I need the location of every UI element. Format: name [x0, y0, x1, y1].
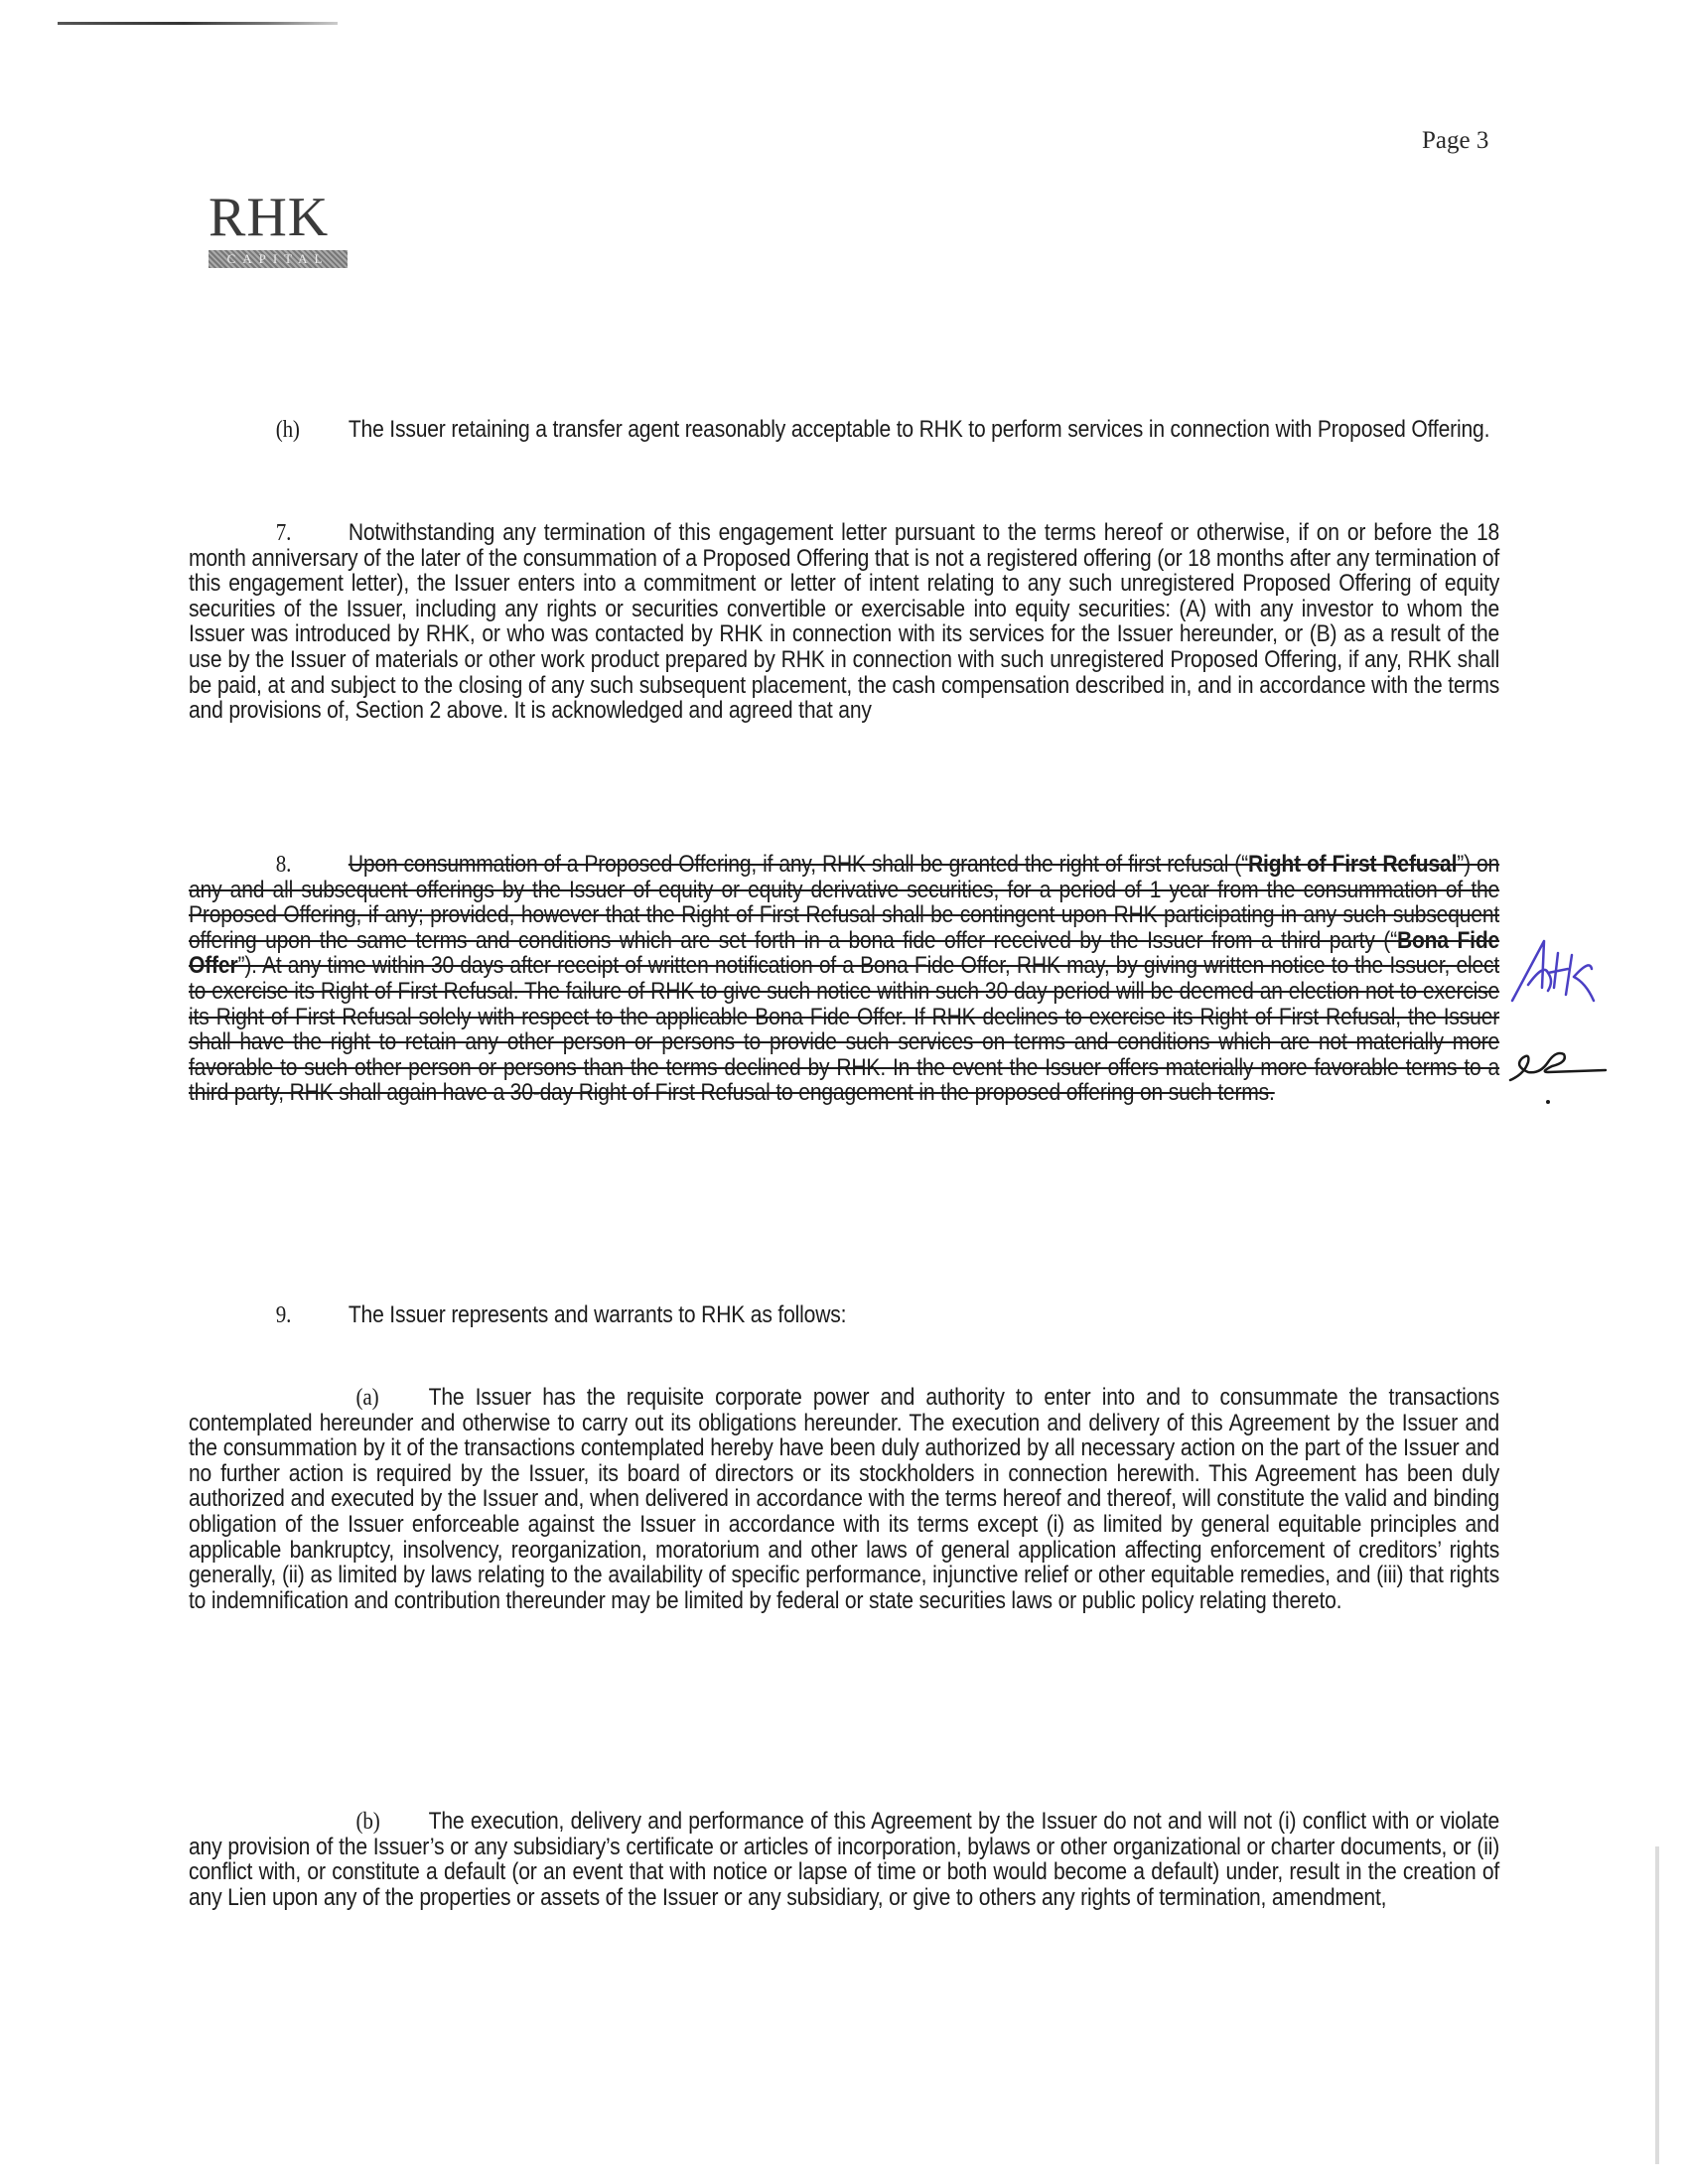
scan-edge-shadow	[1655, 1846, 1659, 2164]
section-8-marker: 8.	[275, 851, 292, 878]
section-9-text	[189, 1302, 1499, 1328]
section-7-text	[189, 520, 1499, 724]
defined-term-right-of-first-refusal: Right of First Refusal	[1247, 851, 1458, 878]
section-9-body: The Issuer represents and warrants to RHK as follows:	[348, 1301, 847, 1328]
section-8-deleted	[189, 852, 1499, 1106]
page-number: Page 3	[1422, 127, 1489, 154]
clause-h-marker: (h)	[275, 416, 300, 443]
logo-subtext: CAPITAL	[209, 250, 348, 268]
handwritten-initials	[1504, 933, 1623, 1132]
clause-h-text	[189, 417, 1587, 443]
section-8-part-3: ”). At any time within 30 days after receipt of written notification of a Bona Fide Offer, RHK may, by giving written notice to the Issuer, elect to exercise its Right of First Refusal. The failure of RHK to give such notice within such 30 day period will be deemed an election not to exercise its Right of First Refusal solely with respect to the applicable Bona Fide Offer. If RHK declines to exercise its Right of First Refusal, the Issuer shall have the right to retain any other person or persons to provide such services on terms and conditions which are not materially more favorable to such other person or persons than the terms declined by RHK. In the event the Issuer offers materially more favorable terms to a third party, RHK shall again have a 30-day Right of First Refusal to engagement in the proposed offering on such terms.	[189, 952, 1500, 1107]
initials-ee	[1510, 1053, 1606, 1080]
section-7-marker: 7.	[275, 519, 292, 546]
section-9b	[189, 1809, 1499, 1910]
ink-dot	[1546, 1100, 1550, 1104]
section-8-text	[189, 852, 1499, 1106]
section-9b-marker: (b)	[355, 1808, 380, 1835]
scan-artifact-line	[58, 22, 338, 25]
section-9a-text	[189, 1385, 1499, 1613]
section-7-body: Notwithstanding any termination of this engagement letter pursuant to the terms hereof or otherwise, if on or before the 18 month anniversary of the later of the consummation of a Proposed Offering that is not a registered offering (or 18 months after any termination of this engagement letter), the Issuer enters into a commitment or letter of intent relating to any such unregistered Proposed Offering of equity securities of the Issuer, including any rights or securities convertible or exercisable into equity securities: (A) with any investor to whom the Issuer was introduced by RHK, or who was contacted by RHK in connection with its services for the Issuer hereunder, or (B) as a result of the use by the Issuer of materials or other work product prepared by RHK in connection with such unregistered Proposed Offering, if any, RHK shall be paid, at and subject to the closing of any such subsequent placement, the cash compensation described in, and in accordance with the terms and provisions of, Section 2 above. It is acknowledged and agreed that any	[189, 519, 1500, 725]
section-9a-marker: (a)	[355, 1384, 379, 1411]
clause-h	[189, 417, 1499, 443]
section-8-part-1: Upon consummation of a Proposed Offering, if any, RHK shall be granted the right of first refusal (“	[348, 851, 1248, 878]
section-9a-body: The Issuer has the requisite corporate power and authority to enter into and to consummate the transactions contemplated hereunder and otherwise to carry out its obligations hereunder. The execution and delivery of this Agreement by the Issuer and the consummation by it of the transactions contemplated hereby have been duly authorized by all necessary action on the part of the Issuer and no further action is required by the Issuer, its board of directors or its stockholders in connection herewith. This Agreement has been duly authorized and executed by the Issuer and, when delivered in accordance with the terms hereof and thereof, will constitute the valid and binding obligation of the Issuer enforceable against the Issuer in accordance with its terms except (i) as limited by general equitable principles and applicable bankruptcy, insolvency, reorganization, moratorium and other laws of general application affecting enforcement of creditors’ rights generally, (ii) as limited by laws relating to the availability of specific performance, injunctive relief or other equitable remedies, and (iii) that rights to indemnification and contribution thereunder may be limited by federal or state securities laws or public policy relating thereto.	[189, 1384, 1500, 1614]
section-9b-body: The execution, delivery and performance of this Agreement by the Issuer do not and will not (i) conflict with or violate any provision of the Issuer’s or any subsidiary’s certificate or articles of incorporation, bylaws or other organizational or charter documents, or (ii) conflict with, or constitute a default (or an event that with notice or lapse of time or both would become a default) under, result in the creation of any Lien upon any of the properties or assets of the Issuer or any subsidiary, or give to others any rights of termination, amendment,	[189, 1808, 1500, 1911]
section-9a	[189, 1385, 1499, 1613]
defined-term-bona-fide-offer: Bona Fide Offer	[189, 926, 1500, 980]
rhk-capital-logo	[209, 187, 350, 268]
section-9-marker: 9.	[275, 1301, 292, 1328]
section-8-part-2: ”) on any and all subsequent offerings by the Issuer of equity or equity derivative securities, for a period of 1 year from the consummation of the Proposed Offering, if any; provided, however that the Right of First Refusal shall be contingent upon RHK participating in any such subsequent offering upon the same terms and conditions which are set forth in a bona fide offer received by the Issuer from a third party (“	[189, 851, 1500, 954]
section-7	[189, 520, 1499, 724]
logo-wordmark: RHK	[209, 187, 330, 248]
section-9b-text	[189, 1809, 1499, 1910]
initials-rhk	[1512, 941, 1594, 1001]
clause-h-body: The Issuer retaining a transfer agent reasonably acceptable to RHK to perform services in connection with Proposed Offering.	[348, 416, 1490, 443]
section-9	[189, 1302, 1499, 1328]
